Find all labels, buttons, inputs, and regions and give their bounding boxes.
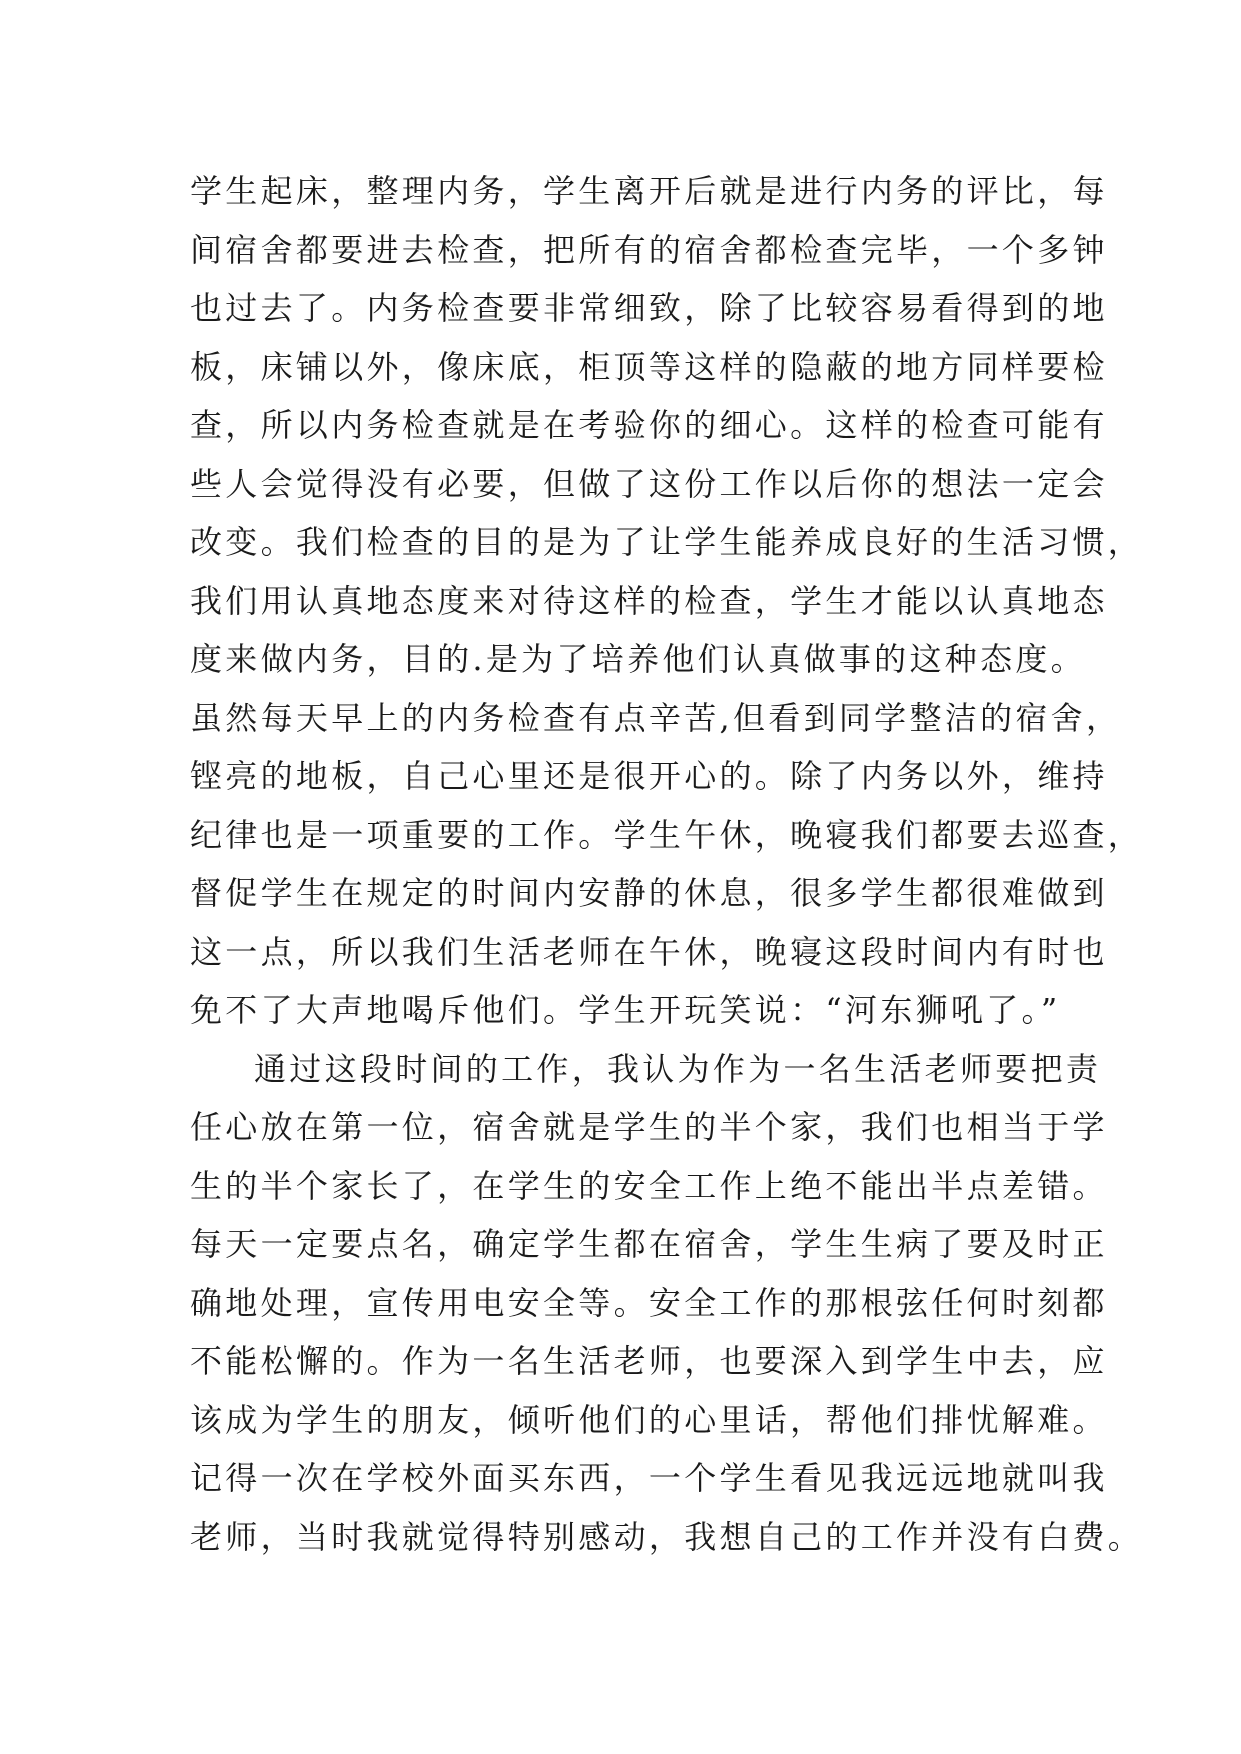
body-text bbox=[190, 162, 1144, 1566]
text-line-5: 查，所以内务检查就是在考验你的细心。这样的检查可能有 bbox=[190, 406, 1108, 444]
text-line-3: 也过去了。内务检查要非常细致，除了比较容易看得到的地 bbox=[190, 289, 1108, 327]
text-line-16: 通过这段时间的工作，我认为作为一名生活老师要把责 bbox=[254, 1049, 1102, 1088]
text-line-23: 记得一次在学校外面买东西，一个学生看见我远远地就叫我 bbox=[190, 1459, 1108, 1497]
text-line-15: 免不了大声地喝斥他们。学生开玩笑说：“河东狮吼了。” bbox=[190, 991, 1061, 1029]
text-line-1: 学生起床，整理内务，学生离开后就是进行内务的评比，每 bbox=[190, 172, 1108, 210]
text-line-24: 老师，当时我就觉得特别感动，我想自己的工作并没有白费。 bbox=[190, 1517, 1144, 1556]
text-line-21: 不能松懈的。作为一名生活老师，也要深入到学生中去，应 bbox=[190, 1342, 1108, 1380]
text-line-8: 我们用认真地态度来对待这样的检查，学生才能以认真地态 bbox=[190, 581, 1108, 620]
text-line-4: 板，床铺以外，像床底，柜顶等这样的隐蔽的地方同样要检 bbox=[190, 347, 1108, 386]
text-line-7: 改变。我们检查的目的是为了让学生能养成良好的生活习惯， bbox=[190, 523, 1144, 561]
text-line-14: 这一点，所以我们生活老师在午休，晚寝这段时间内有时也 bbox=[190, 932, 1108, 971]
text-line-13: 督促学生在规定的时间内安静的休息，很多学生都很难做到 bbox=[190, 874, 1108, 912]
text-line-18: 生的半个家长了，在学生的安全工作上绝不能出半点差错。 bbox=[190, 1166, 1108, 1205]
text-line-20: 确地处理，宣传用电安全等。安全工作的那根弦任何时刻都 bbox=[190, 1283, 1108, 1322]
text-line-19: 每天一定要点名，确定学生都在宿舍，学生生病了要及时正 bbox=[190, 1225, 1108, 1263]
text-line-9: 度来做内务，目的.是为了培养他们认真做事的这种态度。 bbox=[190, 640, 1086, 678]
text-line-11: 铿亮的地板，自己心里还是很开心的。除了内务以外，维持 bbox=[190, 757, 1108, 795]
text-line-17: 任心放在第一位，宿舍就是学生的半个家，我们也相当于学 bbox=[190, 1108, 1108, 1146]
text-line-2: 间宿舍都要进去检查，把所有的宿舍都检查完毕，一个多钟 bbox=[190, 230, 1108, 269]
text-line-10: 虽然每天早上的内务检查有点辛苦,但看到同学整洁的宿舍， bbox=[190, 698, 1122, 737]
text-line-12: 纪律也是一项重要的工作。学生午休，晚寝我们都要去巡查， bbox=[190, 815, 1144, 854]
text-line-22: 该成为学生的朋友，倾听他们的心里话，帮他们排忧解难。 bbox=[190, 1400, 1108, 1439]
text-line-6: 些人会觉得没有必要，但做了这份工作以后你的想法一定会 bbox=[190, 464, 1108, 503]
